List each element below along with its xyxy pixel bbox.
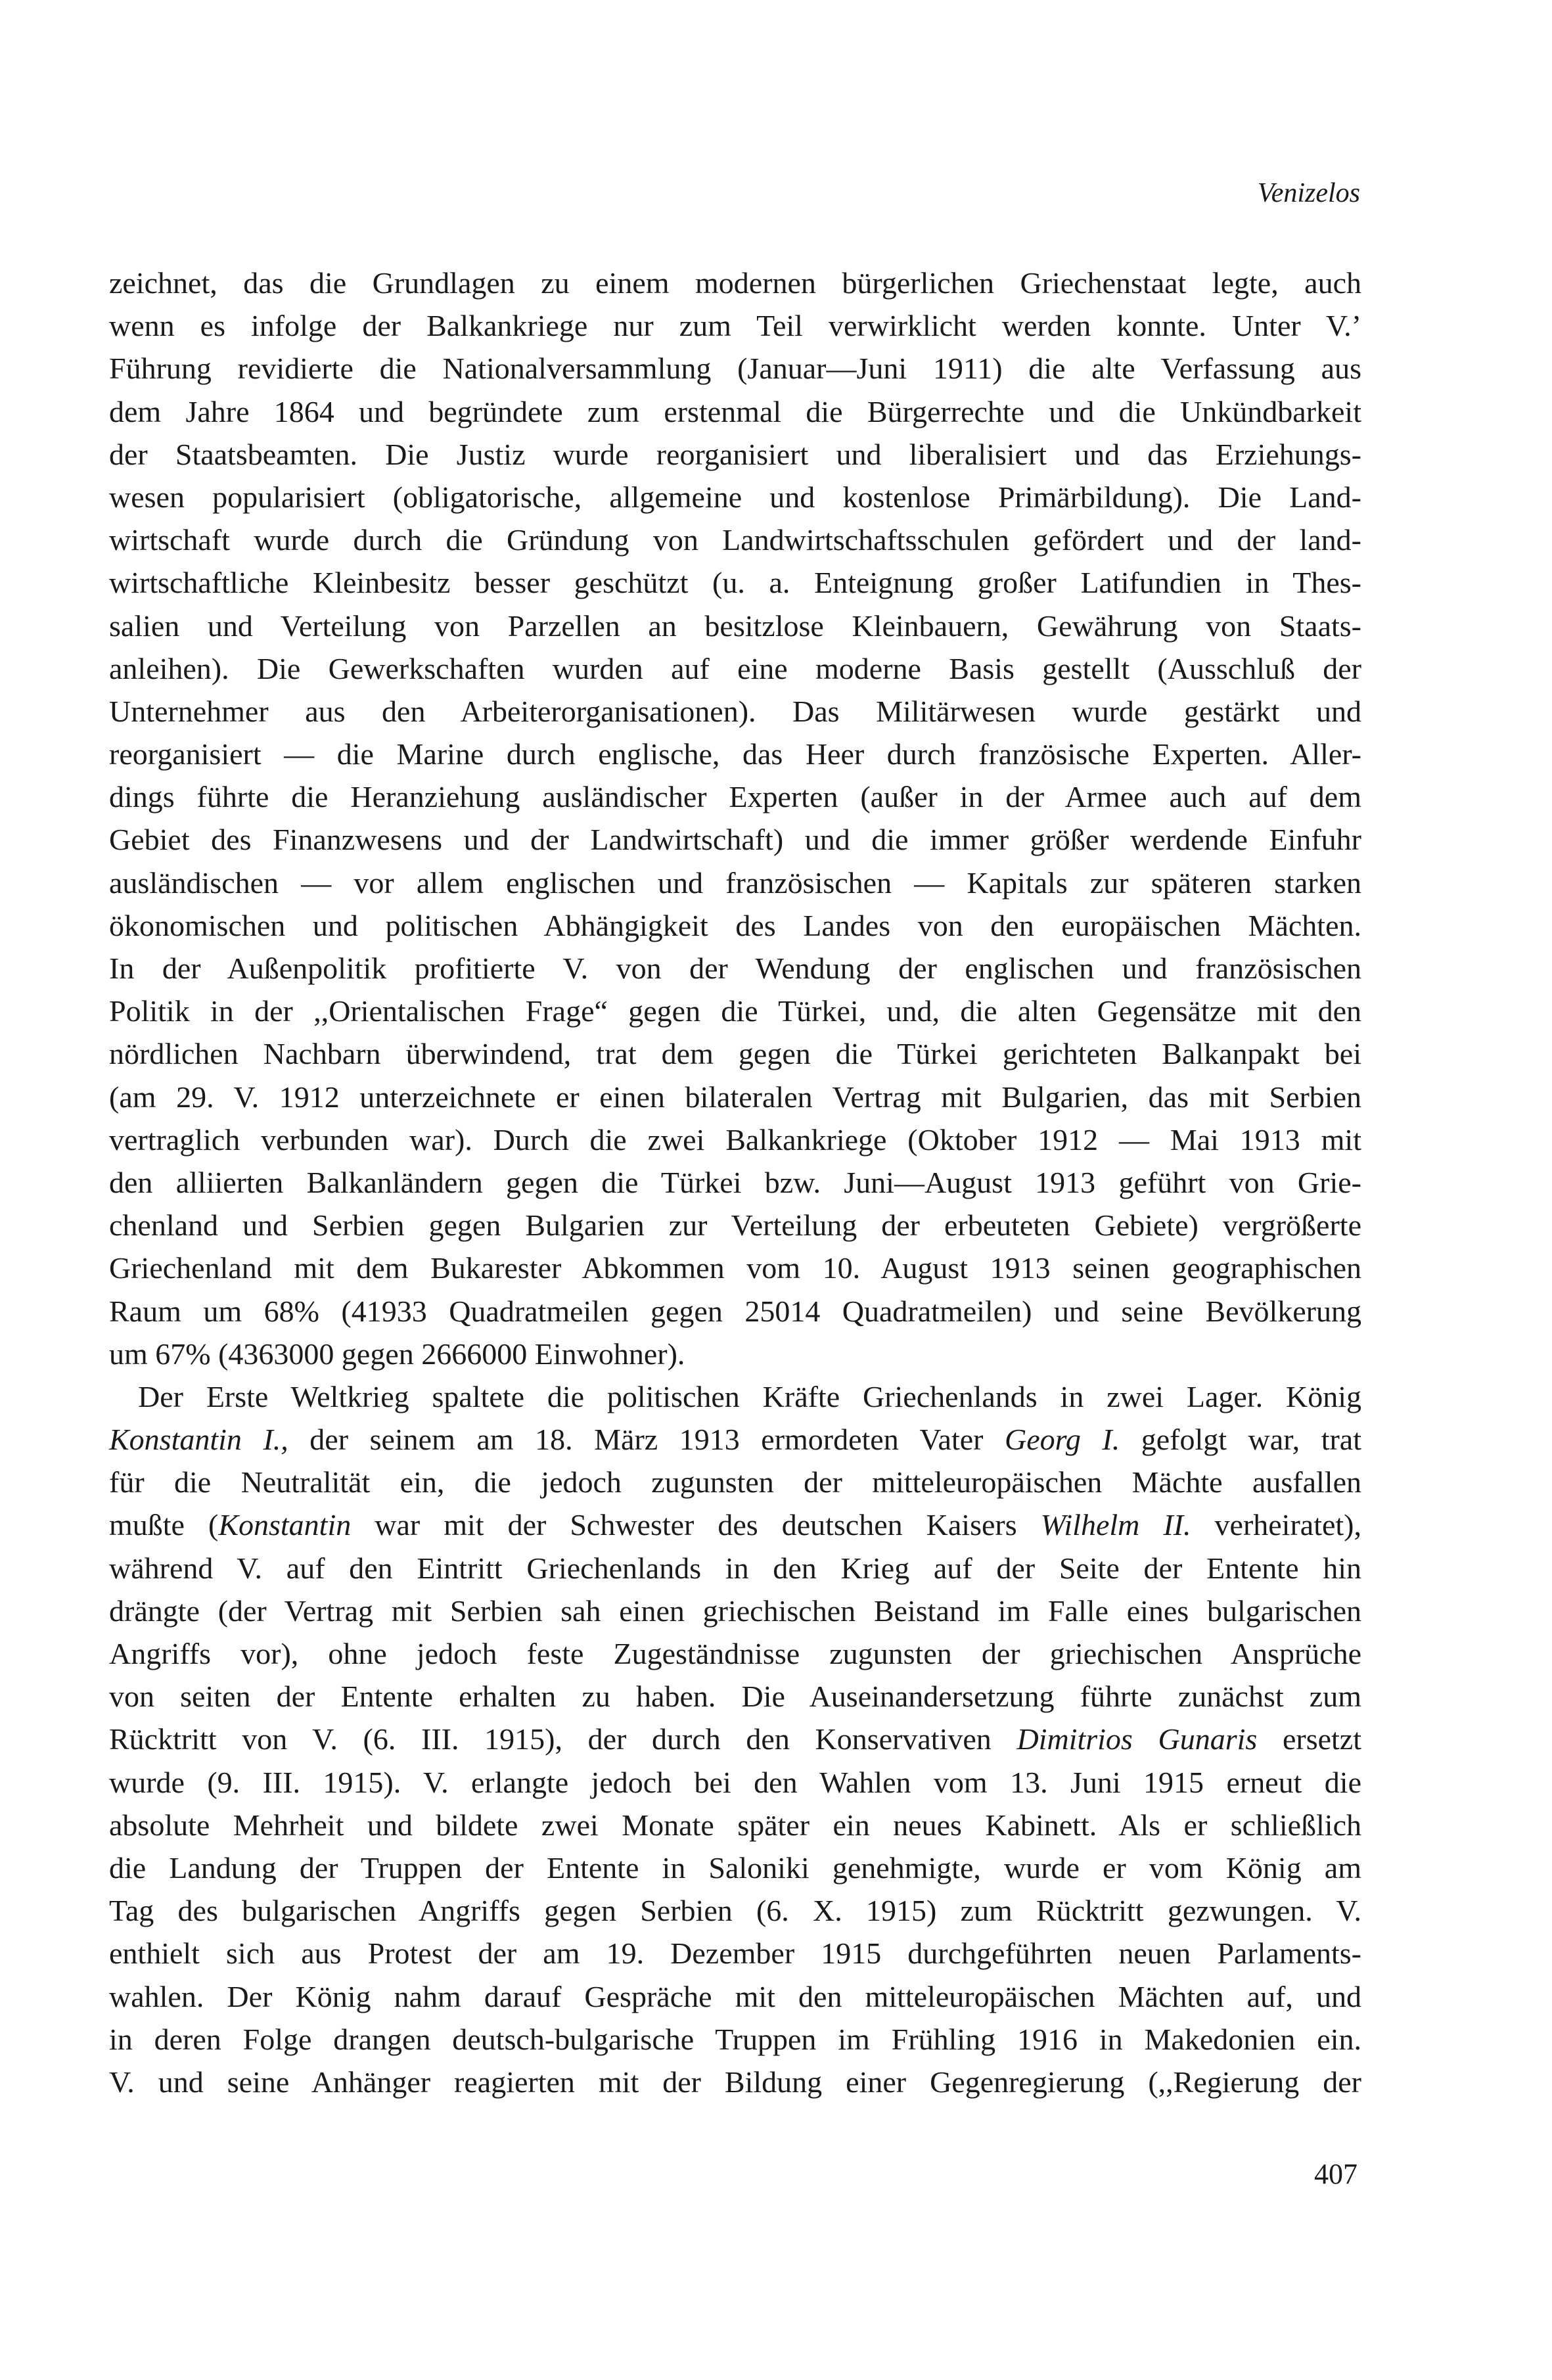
text-line [109,433,1361,476]
text-run: Politik in der ,,Orientalischen Frage“ gegen die Türkei, und, die alten Gegensätze mit den [109,994,1361,1028]
text-line [109,561,1361,604]
text-run: wirtschaft wurde durch die Gründung von Landwirtschaftsschulen gefördert und der land- [109,523,1361,557]
italic-name: Georg I. [1005,1423,1120,1457]
text-run: reorganisiert — die Marine durch englische, das Heer durch französische Experten. Aller- [109,737,1361,771]
text-line [109,818,1361,861]
text-run: ökonomischen und politischen Abhängigkeit des Landes von den europäischen Mächten. [109,908,1361,942]
text-run: ersetzt [1257,1722,1361,1756]
text-run: Führung revidierte die Nationalversammlung (Januar—Juni 1911) die alte Verfassung aus [109,352,1361,386]
text-line [109,476,1361,518]
text-line [109,1247,1361,1289]
text-run: nördlichen Nachbarn überwindend, trat dem gegen die Türkei gerichteten Balkanpakt bei [109,1037,1361,1071]
text-run: wahlen. Der König nahm darauf Gespräche mit den mitteleuropäischen Mächten auf, und [109,1979,1361,2013]
text-line [109,690,1361,733]
text-run: Tag des bulgarischen Angriffs gegen Serbien (6. X. 1915) zum Rücktritt gezwungen. V. [109,1894,1361,1928]
text-line [109,1804,1361,1846]
text-run: anleihen). Die Gewerkschaften wurden auf eine moderne Basis gestellt (Ausschluß der [109,651,1361,685]
text-run: mußte ( [109,1508,219,1542]
text-run: Angriffs vor), ohne jedoch feste Zugeständnisse zugunsten der griechischen Ansprüche [109,1637,1361,1670]
body-text [109,262,1361,2103]
text-line [109,1761,1361,1804]
text-run: wesen popularisiert (obligatorische, allgemeine und kostenlose Primärbildung). Die Land- [109,480,1361,514]
text-run: zeichnet, das die Grundlagen zu einem modernen bürgerlichen Griechenstaat legte, auch [109,266,1361,300]
text-run: war mit der Schwester des deutschen Kaisers [351,1508,1041,1542]
text-line [109,990,1361,1032]
text-run: drängte (der Vertrag mit Serbien sah einen griechischen Beistand im Falle eines bulgarischen [109,1593,1361,1628]
italic-name: Wilhelm II. [1040,1508,1191,1542]
text-line [109,347,1361,390]
text-run: (am 29. V. 1912 unterzeichnete er einen bilateralen Vertrag mit Bulgarien, das mit Serbien [109,1080,1361,1114]
text-line [109,1675,1361,1718]
text-run: in deren Folge drangen deutsch-bulgarische Truppen im Frühling 1916 in Makedonien ein. [109,2022,1361,2056]
text-line [109,1461,1361,1503]
text-run: Unternehmer aus den Arbeiterorganisationen). Das Militärwesen wurde gestärkt und [109,694,1361,728]
text-line [109,1547,1361,1590]
text-line [109,1118,1361,1161]
text-line [109,904,1361,947]
text-run: für die Neutralität ein, die jedoch zugunsten der mitteleuropäischen Mächte ausfallen [109,1465,1361,1499]
text-run: um 67% (4363000 gegen 2666000 Einwohner). [109,1337,685,1371]
italic-name: Konstantin I., [109,1423,288,1457]
text-line [109,775,1361,818]
text-run: von seiten der Entente erhalten zu haben. Die Auseinandersetzung führte zunächst zum [109,1680,1361,1714]
text-line [109,1932,1361,1975]
text-line [109,861,1361,904]
text-run: chenland und Serbien gegen Bulgarien zur Verteilung der erbeuteten Gebiete) vergrößerte [109,1208,1361,1243]
text-line [109,733,1361,775]
text-run: salien und Verteilung von Parzellen an besitzlose Kleinbauern, Gewährung von Staats- [109,608,1361,643]
text-line [109,518,1361,561]
text-run: während V. auf den Eintritt Griechenlands in den Krieg auf der Seite der Entente hin [109,1551,1361,1585]
text-run: verheiratet), [1191,1508,1361,1542]
text-line [109,1418,1361,1461]
text-run: gefolgt war, trat [1120,1423,1361,1457]
text-run: V. und seine Anhänger reagierten mit der Bildung einer Gegenregierung (,,Regierung der [109,2065,1361,2099]
text-run: der seinem am 18. März 1913 ermordeten Vater [288,1423,1005,1457]
text-run: enthielt sich aus Protest der am 19. Dezember 1915 durchgeführten neuen Parlaments- [109,1936,1361,1971]
italic-name: Dimitrios Gunaris [1016,1722,1258,1756]
text-run: dings führte die Heranziehung ausländischer Experten (außer in der Armee auch auf dem [109,780,1361,814]
text-run: Gebiet des Finanzwesens und der Landwirtschaft) und die immer größer werdende Einfuhr [109,823,1361,857]
text-run: der Staatsbeamten. Die Justiz wurde reorganisiert und liberalisiert und das Erziehungs- [109,437,1361,471]
text-line [109,1290,1361,1333]
text-line [109,1846,1361,1889]
text-run: Rücktritt von V. (6. III. 1915), der durch den Konservativen [109,1722,1017,1756]
text-line [109,1590,1361,1632]
text-line [109,2018,1361,2061]
page-number: 407 [1314,2158,1358,2190]
italic-name: Konstantin [218,1508,352,1542]
text-run: wirtschaftliche Kleinbesitz besser geschützt (u. a. Enteignung großer Latifundien in Thes- [109,566,1361,600]
text-run: Raum um 68% (41933 Quadratmeilen gegen 25014 Quadratmeilen) und seine Bevölkerung [109,1294,1361,1328]
text-run: In der Außenpolitik profitierte V. von der Wendung der englischen und französischen [109,951,1361,985]
text-line [109,947,1361,990]
text-line [109,1161,1361,1204]
text-line [109,1632,1361,1675]
text-line [109,1889,1361,1932]
running-head: Venizelos [1257,178,1360,208]
text-line [109,1975,1361,2018]
text-line [109,605,1361,647]
text-line [109,1333,1361,1375]
text-line [109,262,1361,304]
text-line [109,1503,1361,1546]
text-run: dem Jahre 1864 und begründete zum erstenmal die Bürgerrechte und die Unkündbarkeit [109,394,1361,428]
text-run: die Landung der Truppen der Entente in Saloniki genehmigte, wurde er vom König am [109,1850,1361,1885]
text-line [109,304,1361,347]
text-run: den alliierten Balkanländern gegen die Türkei bzw. Juni—August 1913 geführt von Grie- [109,1165,1361,1199]
text-line [109,1076,1361,1118]
text-run: absolute Mehrheit und bildete zwei Monate später ein neues Kabinett. Als er schließlich [109,1808,1361,1842]
text-run: Griechenland mit dem Bukarester Abkommen vom 10. August 1913 seinen geographischen [109,1251,1361,1285]
text-run: vertraglich verbunden war). Durch die zwei Balkankriege (Oktober 1912 — Mai 1913 mit [109,1122,1361,1156]
text-line [109,1718,1361,1760]
text-line [109,1375,1361,1418]
text-line [109,2061,1361,2103]
text-line [109,647,1361,690]
text-run: Der Erste Weltkrieg spaltete die politischen Kräfte Griechenlands in zwei Lager. König [138,1379,1361,1413]
text-run: wurde (9. III. 1915). V. erlangte jedoch bei den Wahlen vom 13. Juni 1915 erneut die [109,1765,1361,1799]
text-run: wenn es infolge der Balkankriege nur zum Teil verwirklicht werden konnte. Unter V.’ [109,309,1361,343]
text-run: ausländischen — vor allem englischen und französischen — Kapitals zur späteren starken [109,865,1361,900]
text-line [109,1032,1361,1075]
text-line [109,1204,1361,1247]
text-line [109,390,1361,433]
